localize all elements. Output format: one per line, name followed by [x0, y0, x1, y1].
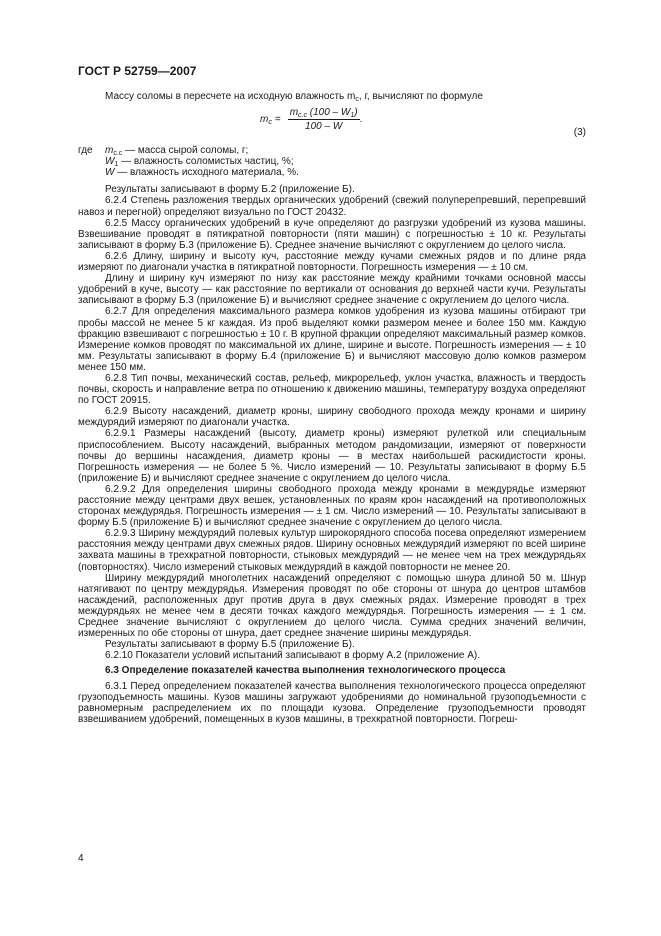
paragraph: 6.2.6 Длину, ширину и высоту куч, расстояние между кучами смежных рядов и по длине ряда измеряют по диагонали участка в пятикратной повторности. Погрешность измерения — ± 10 см. — [78, 250, 586, 274]
intro-text: Массу соломы в пересчете на исходную влажность m — [105, 91, 356, 102]
definition-item: где $m_{с.с}$ — масса сырой соломы, г; — [78, 145, 249, 158]
paragraph: 6.2.9.2 Для определения ширины свободного прохода между кронами в междурядье измеряют расстояние между центрами двух вешек, установленных по краям крон насаждений на противоположных сторонах междурядья. Погрешность измерения — ± 1 см. Число измерений — 10. Результаты записывают в форму Б.5 (приложение Б) и вычисляют среднее значение с округлением до целого числа. — [78, 483, 586, 529]
formula-3 — [78, 105, 586, 141]
formula-numerator: $m_{с.с}$ $(100 - W_1)$ — [289, 107, 358, 120]
paragraph: 6.2.9.1 Размеры насаждений (высоту, диаметр кроны) измеряют рулеткой или специальным приспособлением. Высоту насаждений, выбранных методом рандомизации, измеряют от поверхности почвы до вершины насаждения, диаметр кроны — в местах наибольшей раскидистости кроны. Погрешность измерения — не более 5 %. Число измерений — 10. Результаты записывают в форму Б.5 (приложение Б) и вычисляют среднее значение с округлением до целого числа. — [78, 428, 586, 484]
paragraph: 6.2.5 Массу органических удобрений в куче определяют до разгрузки удобрений из кузова машины. Взвешивание проводят в пятикратной повторности (пяти машин) с погрешностью ± 10 кг. Результаты записывают в форму Б.3 (приложение Б). Среднее значение вычисляют с округлением до целого числа. — [78, 217, 586, 251]
intro-tail: , г, вычисляют по формуле — [358, 91, 483, 102]
paragraph: 6.2.4 Степень разложения твердых органических удобрений (свежий полуперепревший, перепревший навоз и перегной) определяют визуально по ГОСТ 20432. — [78, 195, 586, 218]
paragraph: 6.2.7 Для определения максимального размера комков удобрения из кузова машины отбирают три пробы массой не менее 5 кг каждая. Из проб выделяют комки размером менее и более 150 мм. Каждую фракцию взвешивают с погрешностью ± 10 г. В крупной фракции определяют максимальный размер комков. Измерение комков проводят по максимальной их длине, ширине и высоте. Погрешность измерения — ± 10 мм. Результаты записывают в форму Б.4 (приложение Б) и вычисляют массовую долю комков размером менее 150 мм. — [78, 306, 586, 373]
section-heading: 6.3 Определение показателей качества выполнения технологического процесса — [105, 665, 506, 677]
page-content — [78, 91, 586, 725]
formula-fraction — [288, 107, 360, 132]
paragraph: 6.2.9 Высоту насаждений, диаметр кроны, ширину свободного прохода между кронами и ширину междурядий измеряют по диагонали участка. — [78, 406, 586, 429]
paragraph: 6.2.9.3 Ширину междурядий полевых культур широкорядного способа посева определяют измерением расстояния между центрами двух смежных рядов. Ширину основных междурядий измеряют по всей ширине захвата машины в трехкратной повторности, стыковых междурядий — не менее чем на трех междурядьях (повторностях). Число измерений стыковых междурядий в каждой повторности не менее 20. — [78, 528, 586, 573]
paragraph: 6.2.10 Показатели условий испытаний записывают в форму А.2 (приложение А). — [105, 650, 481, 662]
formula-expression: $m_с$ = $\frac{m_{с.с} (100 - W_1)}{100 - W}$ . — [260, 107, 363, 133]
formula-intro — [78, 91, 586, 102]
formula-number: (3) — [573, 127, 586, 139]
formula-denominator: 100 – W — [305, 121, 343, 133]
definition-item: $W_1$ — влажность соломистых частиц, %; — [105, 156, 294, 169]
formula-lhs: $m_с$ — [260, 114, 272, 127]
paragraph: Длину и ширину куч измеряют по низу как расстояние между крайними точками основной массы удобрений в куче, высоту — как расстояние по вертикали от основания до верхней части кучи. Результаты записывают в форму Б.3 (приложение Б) и вычисляют среднее значение с округлением до целого числа. — [78, 273, 586, 307]
paragraph: 6.2.8 Тип почвы, механический состав, рельеф, микрорельеф, уклон участка, влажность и твердость почвы, скорость и направление ветра по отношению к движению машины, температуру воздуха определяют по ГОСТ 20915. — [78, 372, 586, 407]
paragraph: Результаты записывают в форму Б.5 (приложение Б). — [105, 639, 355, 651]
page-number: 4 — [78, 853, 84, 864]
paragraph: Ширину междурядий многолетних насаждений определяют с помощью шнура длиной 50 м. Шнур натягивают по центру междурядья. Измерения проводят по обе стороны от шнура до центров штамбов насаждений, расположенных друг против друга в двух смежных рядах. Измерение проводят в трех междурядьях не менее чем в десяти точках каждого междурядья. Погрешность измерения — ± 1 см. Среднее значение вычисляют с округлением до целого числа. Сумма средних значений величин, измеренных по обе стороны от шнура, дает среднее значение ширины междурядья. — [78, 572, 586, 640]
definition-item: W — влажность исходного материала, %. — [105, 167, 299, 179]
intro-subscript: с — [355, 96, 359, 103]
paragraph: Результаты записывают в форму Б.2 (приложение Б). — [105, 184, 355, 196]
document-header: ГОСТ Р 52759—2007 — [78, 64, 197, 78]
definitions — [78, 145, 586, 178]
paragraph: 6.3.1 Перед определением показателей качества выполнения технологического процесса определяют грузоподъемность машины. Кузов машины загружают удобрениями до номинальной грузоподъемности с равномерным распределением их по площади кузова. Определение грузоподъемности проводят взвешиванием удобрений, помещенных в кузов машины, в трехкратной повторности. Погреш- — [78, 680, 586, 725]
